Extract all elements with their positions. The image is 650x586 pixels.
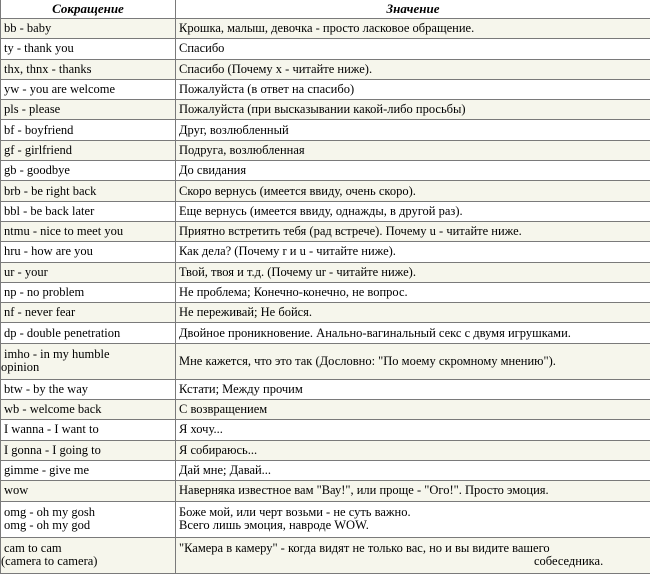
meaning-cell: Кстати; Между прочим xyxy=(176,379,650,399)
meaning-cell: Как дела? (Почему r и u - читайте ниже). xyxy=(176,242,650,262)
abbr-cell: bbl - be back later xyxy=(1,201,176,221)
meaning-cell: Подруга, возлюбленная xyxy=(176,140,650,160)
table-row xyxy=(1,303,650,323)
meaning-line-2: Всего лишь эмоция, навроде WOW. xyxy=(179,518,369,533)
meaning-cell: Наверняка известное вам "Вау!", или проще - "Ого!". Просто эмоция. xyxy=(176,481,650,501)
meaning-line-1: Боже мой, или черт возьми - не суть важно. xyxy=(179,505,411,520)
meaning-cell: Дай мне; Давай... xyxy=(176,460,650,480)
abbr-cell: bf - boyfriend xyxy=(1,120,176,140)
abbr-line-1: omg - oh my gosh xyxy=(4,505,95,520)
abbr-cell xyxy=(1,343,176,379)
abbr-cell: btw - by the way xyxy=(1,379,176,399)
abbr-cell: yw - you are welcome xyxy=(1,79,176,99)
meaning-cell: Пожалуйста (в ответ на спасибо) xyxy=(176,79,650,99)
meaning-cell: Крошка, малыш, девочка - просто ласковое обращение. xyxy=(176,19,650,39)
table-row xyxy=(1,379,650,399)
abbr-cell: ty - thank you xyxy=(1,39,176,59)
table-header-row xyxy=(1,0,650,19)
abbr-cell: np - no problem xyxy=(1,282,176,302)
table-row xyxy=(1,79,650,99)
abbr-cell: nf - never fear xyxy=(1,303,176,323)
abbr-cell: wb - welcome back xyxy=(1,400,176,420)
table-row xyxy=(1,323,650,343)
table-row xyxy=(1,19,650,39)
table-row xyxy=(1,420,650,440)
table-row xyxy=(1,39,650,59)
table-row xyxy=(1,481,650,501)
abbr-cell xyxy=(1,501,176,537)
meaning-cell: Мне кажется, что это так (Дословно: "По моему скромному мнению"). xyxy=(176,343,650,379)
table-row xyxy=(1,201,650,221)
table-row xyxy=(1,440,650,460)
abbr-line-2: opinion xyxy=(1,360,40,375)
abbr-cell: I wanna - I want to xyxy=(1,420,176,440)
table-row xyxy=(1,181,650,201)
meaning-cell xyxy=(176,501,650,537)
meaning-cell: До свидания xyxy=(176,161,650,181)
meaning-cell: Двойное проникновение. Анально-вагинальный секс с двумя игрушками. xyxy=(176,323,650,343)
abbr-line-1: cam to cam xyxy=(4,541,62,556)
table-row xyxy=(1,262,650,282)
meaning-line-2: собеседника. xyxy=(534,554,604,569)
abbr-cell: I gonna - I going to xyxy=(1,440,176,460)
abbr-cell: ur - your xyxy=(1,262,176,282)
table-row xyxy=(1,343,650,379)
table-row xyxy=(1,221,650,241)
table-row xyxy=(1,501,650,537)
meaning-cell: Спасибо (Почему x - читайте ниже). xyxy=(176,59,650,79)
meaning-cell: С возвращением xyxy=(176,400,650,420)
meaning-cell: Еще вернусь (имеется ввиду, однажды, в другой раз). xyxy=(176,201,650,221)
meaning-cell: Я собираюсь... xyxy=(176,440,650,460)
meaning-cell: Твой, твоя и т.д. (Почему ur - читайте ниже). xyxy=(176,262,650,282)
table-row xyxy=(1,59,650,79)
abbr-line-2: (camera to camera) xyxy=(1,554,98,569)
table-row xyxy=(1,537,650,573)
meaning-cell: Я хочу... xyxy=(176,420,650,440)
table-row xyxy=(1,282,650,302)
table-row xyxy=(1,140,650,160)
column-header-meaning: Значение xyxy=(176,0,650,19)
abbr-cell: pls - please xyxy=(1,100,176,120)
abbr-line-2: omg - oh my god xyxy=(4,518,91,533)
table-row xyxy=(1,100,650,120)
table-row xyxy=(1,242,650,262)
meaning-line-1: "Камера в камеру" - когда видят не только вас, но и вы видите вашего xyxy=(179,541,550,556)
table-row xyxy=(1,161,650,181)
meaning-cell: Скоро вернусь (имеется ввиду, очень скоро). xyxy=(176,181,650,201)
abbr-line-1: imho - in my humble xyxy=(4,347,110,362)
abbr-cell: thx, thnx - thanks xyxy=(1,59,176,79)
meaning-cell: Пожалуйста (при высказывании какой-либо просьбы) xyxy=(176,100,650,120)
meaning-cell: Не проблема; Конечно-конечно, не вопрос. xyxy=(176,282,650,302)
table-row xyxy=(1,400,650,420)
table-row xyxy=(1,120,650,140)
abbr-cell xyxy=(1,537,176,573)
abbr-cell: wow xyxy=(1,481,176,501)
abbr-cell: bb - baby xyxy=(1,19,176,39)
column-header-abbreviation: Сокращение xyxy=(1,0,176,19)
abbr-cell: dp - double penetration xyxy=(1,323,176,343)
meaning-cell: Друг, возлюбленный xyxy=(176,120,650,140)
abbr-cell: ntmu - nice to meet you xyxy=(1,221,176,241)
meaning-cell: Приятно встретить тебя (рад встрече). Почему u - читайте ниже. xyxy=(176,221,650,241)
meaning-cell: Спасибо xyxy=(176,39,650,59)
abbr-cell: gb - goodbye xyxy=(1,161,176,181)
abbr-cell: brb - be right back xyxy=(1,181,176,201)
abbr-cell: hru - how are you xyxy=(1,242,176,262)
meaning-cell: Не переживай; Не бойся. xyxy=(176,303,650,323)
table-row xyxy=(1,460,650,480)
abbr-cell: gimme - give me xyxy=(1,460,176,480)
meaning-cell xyxy=(176,537,650,573)
abbr-cell: gf - girlfriend xyxy=(1,140,176,160)
